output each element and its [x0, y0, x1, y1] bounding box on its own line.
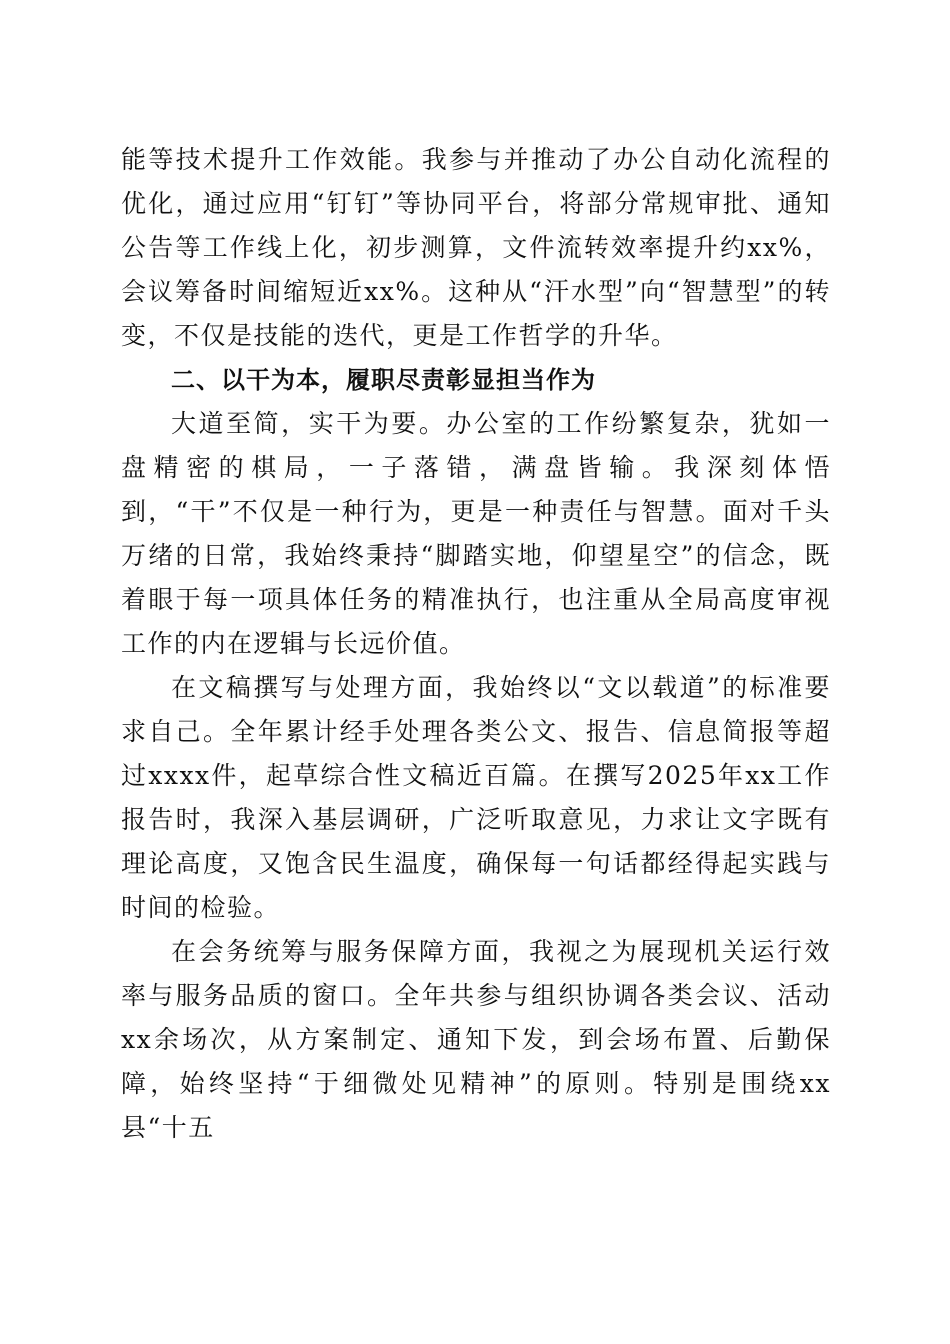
paragraph-continuation: 能等技术提升工作效能。我参与并推动了办公自动化流程的优化，通过应用“钉钉”等协同平台，将部分常规审批、通知公告等工作线上化，初步测算，文件流转效率提升约xx%，会议筹备时间缩短近xx%。这种从“汗水型”向“智慧型”的转变，不仅是技能的迭代，更是工作哲学的升华。	[121, 145, 831, 350]
section-heading: 二、以干为本，履职尽责彰显担当作为	[171, 366, 596, 394]
paragraph: 在会务统筹与服务保障方面，我视之为展现机关运行效率与服务品质的窗口。全年共参与组织协调各类会议、活动xx余场次，从方案制定、通知下发，到会场布置、后勤保障，始终坚持“于细微处见精神”的原则。特别是围绕xx县“十五	[121, 937, 831, 1142]
document-body	[121, 138, 831, 1150]
paragraph: 在文稿撰写与处理方面，我始终以“文以载道”的标准要求自己。全年累计经手处理各类公文、报告、信息简报等超过xxxx件，起草综合性文稿近百篇。在撰写2025年xx工作报告时，我深入基层调研，广泛听取意见，力求让文字既有理论高度，又饱含民生温度，确保每一句话都经得起实践与时间的检验。	[121, 673, 831, 922]
paragraph: 大道至简，实干为要。办公室的工作纷繁复杂，犹如一盘精密的棋局，一子落错，满盘皆输。我深刻体悟到，“干”不仅是一种行为，更是一种责任与智慧。面对千头万绪的日常，我始终秉持“脚踏实地，仰望星空”的信念，既着眼于每一项具体任务的精准执行，也注重从全局高度审视工作的内在逻辑与长远价值。	[121, 409, 831, 658]
